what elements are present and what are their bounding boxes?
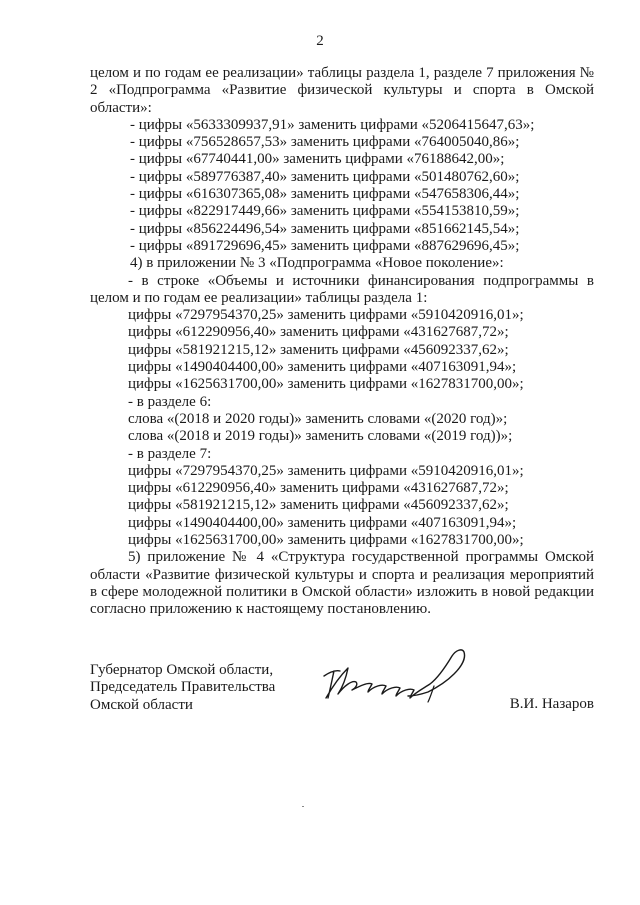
- signatory-title-line: Омской области: [90, 696, 193, 713]
- list-item: - цифры «589776387,40» заменить цифрами «501480762,60»;: [130, 168, 520, 185]
- list-item: слова «(2018 и 2019 годы)» заменить словами «(2019 год))»;: [128, 428, 513, 445]
- signatory-title-line: Губернатор Омской области,: [90, 662, 274, 678]
- list-item: - цифры «67740441,00» заменить цифрами «76188642,00»;: [130, 151, 505, 168]
- scan-artifact: [302, 806, 304, 807]
- list-item: цифры «612290956,40» заменить цифрами «431627687,72»;: [128, 480, 509, 497]
- list-item: цифры «581921215,12» заменить цифрами «456092337,62»;: [128, 497, 509, 514]
- signatory-title: [90, 662, 275, 714]
- paragraph: - в строке «Объемы и источники финансирования подпрограммы в целом и по годам ее реализации» таблицы раздела 1:: [90, 272, 594, 306]
- list-item: слова «(2018 и 2020 годы)» заменить словами «(2020 год)»;: [128, 410, 508, 427]
- list-item: - цифры «5633309937,91» заменить цифрами «5206415647,63»;: [130, 116, 535, 133]
- section-item-4: 4) в приложении № 3 «Подпрограмма «Новое поколение»:: [130, 255, 504, 272]
- list-item: цифры «1490404400,00» заменить цифрами «407163091,94»;: [128, 514, 517, 531]
- list-item: - цифры «756528657,53» заменить цифрами «764005040,86»;: [130, 134, 520, 151]
- list-item: цифры «612290956,40» заменить цифрами «431627687,72»;: [128, 324, 509, 341]
- list-item: цифры «581921215,12» заменить цифрами «456092337,62»;: [128, 341, 509, 358]
- section-item-5: 5) приложение № 4 «Структура государственной программы Омской области «Развитие физической культуры и спорта и реализация мероприятий в сфере молодежной политики в Омской области» изложить в новой редакции согласно приложению к настоящему постановлению.: [90, 549, 594, 618]
- signatory-title-line: Председатель Правительства: [90, 679, 276, 696]
- list-item: - цифры «891729696,45» заменить цифрами «887629696,45»;: [130, 237, 520, 254]
- list-item: - цифры «822917449,66» заменить цифрами «554153810,59»;: [130, 203, 520, 220]
- list-item: цифры «1625631700,00» заменить цифрами «1627831700,00»;: [128, 376, 524, 393]
- list-item: - в разделе 6:: [128, 393, 212, 410]
- handwritten-signature: [316, 644, 476, 706]
- document-body: [90, 65, 594, 619]
- list-item: - в разделе 7:: [128, 445, 212, 462]
- list-item: цифры «7297954370,25» заменить цифрами «5910420916,01»;: [128, 307, 524, 324]
- list-item: - цифры «856224496,54» заменить цифрами «851662145,54»;: [130, 220, 520, 237]
- signer-name: В.И. Назаров: [509, 696, 594, 712]
- paragraph-continuation: целом и по годам ее реализации» таблицы раздела 1, разделе 7 приложения № 2 «Подпрограмма «Развитие физической культуры и спорта в Омской области»:: [90, 65, 594, 116]
- list-item: - цифры «616307365,08» заменить цифрами «547658306,44»;: [130, 186, 520, 203]
- page-number: 2: [316, 33, 324, 49]
- list-item: цифры «1490404400,00» заменить цифрами «407163091,94»;: [128, 359, 517, 376]
- list-item: цифры «1625631700,00» заменить цифрами «1627831700,00»;: [128, 532, 524, 549]
- list-item: цифры «7297954370,25» заменить цифрами «5910420916,01»;: [128, 462, 524, 479]
